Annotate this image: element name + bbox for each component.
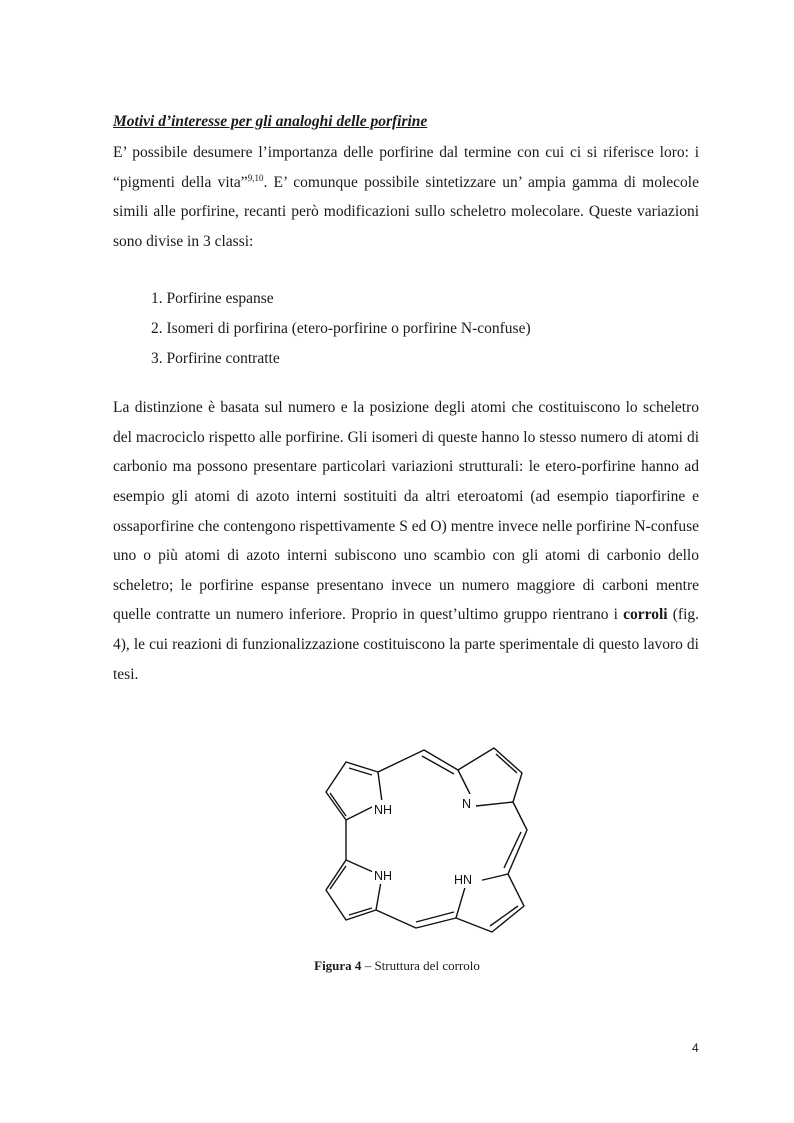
- body-text-1: La distinzione è basata sul numero e la posizione degli atomi che costituiscono lo scheletro del macrociclo rispetto alle porfirine. Gli isomeri di queste hanno lo stesso numero di atomi di carbonio ma possono presentare particolari variazioni strutturali: le etero-porfirine hanno ad esempio gli atomi di azoto interni sostituiti da altri eteroatomi (ad esempio tiaporfirine e ossaporfirine che contengono rispettivamente S ed O) mentre invece nelle porfirine N-confuse uno o più atomi di azoto interni subiscono uno scambio con gli atomi di carbonio dello scheletro; le porfirine espanse presentano invece un numero maggiore di carboni mentre quelle contratte un numero inferiore. Proprio in quest’ultimo gruppo rientrano i: [113, 399, 699, 624]
- citation-refs: 9,10: [247, 172, 264, 183]
- list-item: 1. Porfirine espanse: [151, 290, 274, 308]
- intro-text-2: . E’ comunque possibile sintetizzare un’ ampia gamma di molecole simili alle porfirine, recanti però modificazioni sullo scheletro molecolare. Queste variazioni sono divise in 3 classi:: [113, 173, 699, 250]
- corrole-structure-figure: [316, 740, 538, 945]
- atom-label-hn-bottom-right: HN: [454, 873, 473, 887]
- page-content: [113, 112, 699, 689]
- page-number: 4: [692, 1041, 699, 1055]
- classes-list: [151, 284, 699, 373]
- caption-text: – Struttura del corrolo: [361, 958, 480, 973]
- caption-label: Figura 4: [314, 958, 362, 973]
- atom-label-nh-top-left: NH: [374, 803, 393, 817]
- section-heading: Motivi d’interesse per gli analoghi delle porfirine: [113, 113, 428, 130]
- bold-term: corroli: [623, 606, 668, 624]
- list-item: 2. Isomeri di porfirina (etero-porfirine o porfirine N-confuse): [151, 319, 531, 337]
- intro-text-1: E’ possibile desumere l’importanza delle porfirine dal termine con cui ci si riferisce loro: i “pigmenti della vita”: [113, 144, 699, 191]
- body-paragraph: [113, 393, 699, 689]
- atom-label-nh-bottom-left: NH: [374, 869, 393, 883]
- intro-paragraph: [113, 138, 699, 256]
- figure-caption: [0, 958, 794, 974]
- atom-label-n-top-right: N: [462, 797, 472, 811]
- list-item: 3. Porfirine contratte: [151, 349, 280, 367]
- body-text-2: (fig. 4), le cui reazioni di funzionalizzazione costituiscono la parte sperimentale di questo lavoro di tesi.: [113, 606, 699, 683]
